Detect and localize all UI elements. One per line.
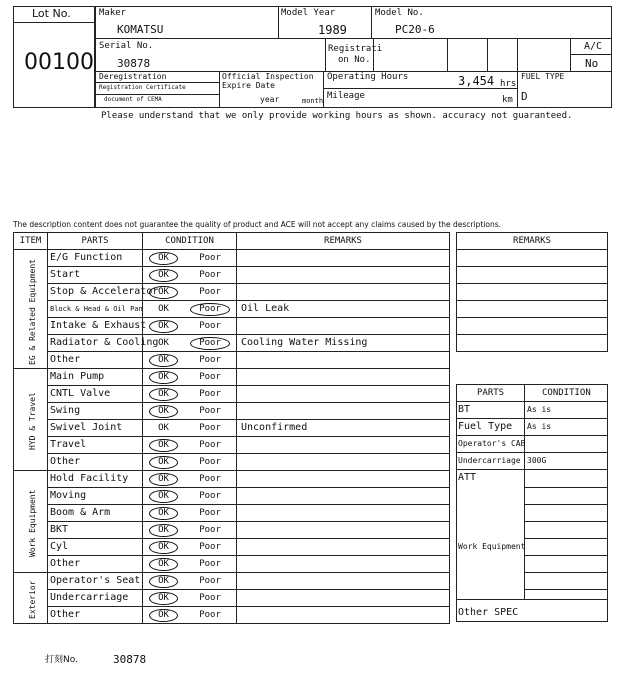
condition-cell: [143, 488, 237, 505]
table-row: [14, 505, 450, 522]
table-row: [14, 556, 450, 573]
condition-cell: [143, 369, 237, 386]
condition-cell: [143, 250, 237, 267]
remarks-line: [457, 284, 608, 301]
ok-option: OK: [149, 405, 178, 418]
condition-cell: [143, 386, 237, 403]
table-row: [14, 267, 450, 284]
ok-option: OK: [149, 354, 178, 367]
registration-certificate-label: Registration Certificate: [99, 84, 186, 91]
ok-option: OK: [149, 252, 178, 265]
remark-cell: [237, 556, 450, 573]
maker-label: Maker: [99, 8, 127, 18]
poor-option: Poor: [199, 559, 221, 569]
right-remarks-header: REMARKS: [457, 233, 608, 250]
poor-option: Poor: [199, 287, 221, 297]
side-condition-value: 300G: [527, 456, 547, 465]
part-name: Stop & Accelerator: [48, 284, 143, 301]
model-year-label: Model Year: [281, 8, 336, 18]
ok-option: OK: [149, 609, 178, 622]
part-name: CNTL Valve: [48, 386, 143, 403]
table-row: [14, 454, 450, 471]
side-parts-header: PARTS: [477, 388, 505, 398]
remark-cell: [237, 573, 450, 590]
mileage-label: Mileage: [327, 91, 365, 101]
side-condition-value: As is: [527, 405, 552, 414]
month-label: month: [302, 97, 324, 105]
work-equipment-label: Work Equipment: [458, 542, 526, 551]
table-row: [14, 420, 450, 437]
other-spec-label: Other SPEC: [458, 607, 519, 618]
condition-cell: [143, 556, 237, 573]
table-row: [14, 250, 450, 267]
fuel-type-label: FUEL TYPE: [521, 72, 565, 81]
registration-label-2: on No.: [338, 55, 371, 65]
model-no-label: Model No.: [375, 8, 424, 18]
table-row: [14, 352, 450, 369]
part-name: Cyl: [48, 539, 143, 556]
disclaimer: The description content does not guarantee the quality of product and ACE will not accept any claims caused by the descriptions.: [13, 220, 502, 229]
stamp-number: 30878: [113, 653, 147, 666]
ok-option: OK: [149, 371, 178, 384]
table-row: [14, 386, 450, 403]
ok-option: OK: [149, 286, 178, 299]
table-row: [14, 471, 450, 488]
poor-option: Poor: [199, 474, 221, 484]
item-group-label: HYD & Travel: [28, 392, 37, 450]
poor-option: Poor: [190, 303, 230, 316]
registration-label: Registrati: [328, 44, 383, 54]
serial-value: 30878: [117, 57, 151, 70]
lot-label: Lot No.: [32, 7, 71, 20]
ok-option: OK: [149, 388, 178, 401]
ac-value: No: [585, 57, 599, 70]
deregistration-label: Deregistration: [99, 72, 167, 81]
side-condition-header: CONDITION: [542, 388, 591, 398]
remark-cell: [237, 284, 450, 301]
cema-document-label: document of CEMA: [104, 96, 162, 103]
ok-option: OK: [149, 269, 178, 282]
parts-header: PARTS: [48, 233, 143, 250]
condition-cell: [143, 590, 237, 607]
remarks-line: [457, 250, 608, 267]
condition-cell: [143, 454, 237, 471]
poor-option: Poor: [199, 576, 221, 586]
poor-option: Poor: [199, 593, 221, 603]
table-row: [14, 590, 450, 607]
side-part-name: Undercarriage: [458, 456, 521, 465]
table-row: [14, 573, 450, 590]
right-remarks-table: [456, 232, 608, 352]
model-no-value: PC20-6: [395, 23, 435, 36]
expire-date-label: Expire Date: [222, 81, 275, 90]
inspection-label: Official Inspection: [222, 72, 314, 81]
condition-cell: [143, 607, 237, 624]
condition-cell: [143, 403, 237, 420]
remark-cell: Cooling Water Missing: [237, 335, 450, 352]
serial-label: Serial No.: [99, 41, 154, 51]
remarks-header: REMARKS: [237, 233, 450, 250]
part-name: Undercarriage: [48, 590, 143, 607]
ok-option: OK: [149, 541, 178, 554]
ok-option: OK: [149, 439, 178, 452]
part-name: Intake & Exhaust: [48, 318, 143, 335]
item-group-label: Work Equipment: [28, 489, 37, 557]
side-part-name: Operator's CAB: [458, 439, 526, 448]
remark-cell: Oil Leak: [237, 301, 450, 318]
item-group-cell: [14, 471, 48, 573]
ok-option: OK: [149, 456, 178, 469]
table-row: [14, 607, 450, 624]
remark-cell: [237, 403, 450, 420]
ok-option: OK: [149, 575, 178, 588]
condition-cell: [143, 335, 237, 352]
remark-cell: [237, 471, 450, 488]
att-label: ATT: [458, 472, 477, 483]
poor-option: Poor: [199, 525, 221, 535]
item-group-label: Exterior: [28, 579, 37, 619]
ok-option: OK: [158, 338, 169, 348]
poor-option: Poor: [199, 423, 221, 433]
year-label: year: [260, 95, 280, 104]
ok-option: OK: [149, 490, 178, 503]
table-row: [14, 301, 450, 318]
part-name: Radiator & Cooling: [48, 335, 143, 352]
condition-cell: [143, 505, 237, 522]
remark-cell: [237, 488, 450, 505]
part-name: Other: [48, 607, 143, 624]
ok-option: OK: [149, 524, 178, 537]
table-row: [14, 318, 450, 335]
part-name: Swing: [48, 403, 143, 420]
remark-cell: [237, 318, 450, 335]
remarks-line: [457, 318, 608, 335]
condition-cell: [143, 352, 237, 369]
condition-cell: [143, 318, 237, 335]
table-row: [14, 403, 450, 420]
condition-header: CONDITION: [143, 233, 237, 250]
km-label: km: [502, 95, 513, 105]
ac-label: A/C: [584, 41, 603, 52]
poor-option: Poor: [199, 542, 221, 552]
fuel-type-value: D: [521, 90, 528, 103]
remark-cell: [237, 454, 450, 471]
poor-option: Poor: [199, 389, 221, 399]
remark-cell: [237, 437, 450, 454]
ok-option: OK: [149, 592, 178, 605]
part-name: Swivel Joint: [48, 420, 143, 437]
condition-cell: [143, 284, 237, 301]
ok-option: OK: [149, 473, 178, 486]
stamp-label: 打刻No.: [45, 655, 78, 665]
condition-cell: [143, 301, 237, 318]
remark-cell: Unconfirmed: [237, 420, 450, 437]
hours-notice: Please understand that we only provide working hours as shown. accuracy not guaranteed.: [101, 111, 573, 121]
condition-cell: [143, 471, 237, 488]
poor-option: Poor: [199, 253, 221, 263]
part-name: Other: [48, 556, 143, 573]
item-group-label: EG & Related Equipment: [28, 258, 37, 365]
item-group-cell: [14, 573, 48, 624]
part-name: E/G Function: [48, 250, 143, 267]
part-name: Start: [48, 267, 143, 284]
poor-option: Poor: [199, 321, 221, 331]
side-part-name: BT: [458, 404, 471, 415]
poor-option: Poor: [199, 508, 221, 518]
part-name: Block & Head & Oil Pan: [48, 301, 143, 318]
part-name: BKT: [48, 522, 143, 539]
poor-option: Poor: [199, 440, 221, 450]
inspection-table: [13, 232, 450, 624]
remark-cell: [237, 352, 450, 369]
poor-option: Poor: [199, 610, 221, 620]
condition-cell: [143, 420, 237, 437]
remark-cell: [237, 539, 450, 556]
part-name: Other: [48, 454, 143, 471]
ok-option: OK: [149, 320, 178, 333]
item-group-cell: [14, 369, 48, 471]
remarks-line: [457, 301, 608, 318]
table-row: [14, 437, 450, 454]
condition-cell: [143, 522, 237, 539]
part-name: Operator's Seat: [48, 573, 143, 590]
operating-hours-label: Operating Hours: [327, 72, 409, 82]
side-parts-table: [456, 384, 608, 622]
remark-cell: [237, 369, 450, 386]
condition-cell: [143, 539, 237, 556]
ok-option: OK: [149, 507, 178, 520]
poor-option: Poor: [190, 337, 230, 350]
table-row: [14, 284, 450, 301]
table-row: [14, 335, 450, 352]
part-name: Travel: [48, 437, 143, 454]
ok-option: OK: [158, 304, 169, 314]
item-group-cell: [14, 250, 48, 369]
poor-option: Poor: [199, 372, 221, 382]
poor-option: Poor: [199, 457, 221, 467]
condition-cell: [143, 437, 237, 454]
part-name: Hold Facility: [48, 471, 143, 488]
poor-option: Poor: [199, 355, 221, 365]
operating-hours-value: 3,454: [458, 74, 495, 88]
condition-cell: [143, 267, 237, 284]
maker-value: KOMATSU: [117, 23, 164, 36]
remark-cell: [237, 250, 450, 267]
part-name: Boom & Arm: [48, 505, 143, 522]
remark-cell: [237, 607, 450, 624]
part-name: Other: [48, 352, 143, 369]
remark-cell: [237, 267, 450, 284]
model-year-value: 1989: [318, 23, 347, 37]
remark-cell: [237, 590, 450, 607]
hrs-label: hrs: [500, 79, 517, 89]
condition-cell: [143, 573, 237, 590]
poor-option: Poor: [199, 406, 221, 416]
remarks-line: [457, 267, 608, 284]
table-row: [14, 522, 450, 539]
table-row: [14, 488, 450, 505]
part-name: Main Pump: [48, 369, 143, 386]
table-row: [14, 539, 450, 556]
ok-option: OK: [149, 558, 178, 571]
remark-cell: [237, 386, 450, 403]
remark-cell: [237, 522, 450, 539]
remarks-line: [457, 335, 608, 352]
side-part-name: Fuel Type: [458, 421, 513, 432]
side-condition-value: As is: [527, 422, 552, 431]
poor-option: Poor: [199, 270, 221, 280]
lot-number: 00100: [24, 50, 94, 75]
item-header: ITEM: [14, 233, 48, 250]
remark-cell: [237, 505, 450, 522]
ok-option: OK: [158, 423, 169, 433]
poor-option: Poor: [199, 491, 221, 501]
part-name: Moving: [48, 488, 143, 505]
table-row: [14, 369, 450, 386]
